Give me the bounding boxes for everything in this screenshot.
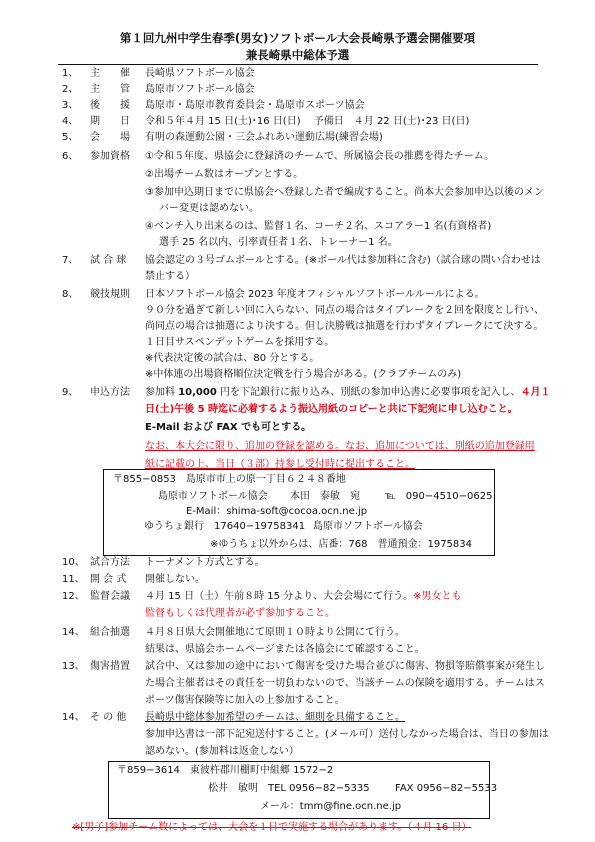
item-14a-line: 結果は、県協会ホームページまたは各協会にて確認すること。 <box>145 644 425 655</box>
box1-tel: ℡ 090−4510−0625 <box>385 491 493 502</box>
item-1-label: 主 催 <box>90 68 130 79</box>
fee-suffix: 円を下記銀行に振り込み、別紙の参加申込書に必要事項を記入し、 <box>216 387 521 398</box>
item-14b-num: 14、 <box>62 712 85 723</box>
box1-bank: ゆうちょ銀行 17640−19758341 <box>144 521 306 532</box>
box1-person: 本田 泰敏 宛 <box>290 491 360 502</box>
item-8-num: 8、 <box>62 289 79 300</box>
deadline-text: 日(土)午後 5 時迄に必着するよう振込用紙のコピーと共に下記宛に申し込むこと。 <box>145 404 518 415</box>
item-5-num: 5、 <box>62 132 79 143</box>
item-9-num: 9、 <box>62 387 79 398</box>
meeting-time: ４月 15 日（土）午前８時 15 分より、大会会場にて行う。 <box>145 591 414 602</box>
item-11-value: 開催しない。 <box>145 574 205 585</box>
item-8-label: 競技規則 <box>90 289 130 300</box>
item-13-line: 試合中、又は参加の途中において傷害を受けた場合並びに傷害、物損等賠償事案が発生し <box>145 661 545 672</box>
item-14a-label: 組合抽選 <box>90 627 130 638</box>
item-3-label: 後 援 <box>90 100 130 111</box>
fee-prefix: 参加料 <box>145 387 179 398</box>
item-14b-label: そ の 他 <box>90 712 127 723</box>
item-3-num: 3、 <box>62 100 79 111</box>
meeting-note: ※男女とも <box>413 591 462 602</box>
item-6-line: ④ベンチ入り出来るのは、監督１名、コーチ２名、スコアラー1 名(有資格者) <box>145 221 492 232</box>
box2-fax: FAX 0956−82−5533 <box>395 783 498 794</box>
item-4-num: 4、 <box>62 116 79 127</box>
item-6-label: 参加資格 <box>90 151 130 162</box>
box2-email: メール：tmm@fine.ocn.ne.jp <box>260 801 402 812</box>
item-9-line-3: E-Mail および FAX でも可とする。 <box>145 422 312 433</box>
box1-email: E-Mail：shima-soft@cocoa.ocn.ne.jp <box>186 506 368 517</box>
item-13-line: ポーツ傷害保険等に加入の上参加すること。 <box>145 695 345 706</box>
item-12-label: 監督会議 <box>90 591 130 602</box>
item-13-num: 13、 <box>62 661 85 672</box>
item-12-line-1 <box>145 590 462 604</box>
document-subtitle: 兼長崎県中総体予選 <box>245 48 350 62</box>
item-2-num: 2、 <box>62 84 79 95</box>
item-5-label: 会 場 <box>90 132 130 143</box>
item-6-line: ②出場チーム数はオープンとする。 <box>145 169 304 180</box>
item-8-line: １日目サスペンデットゲームを採用する。 <box>145 337 335 348</box>
item-11-label: 開 会 式 <box>90 574 127 585</box>
box1-bank-holder: 島原市ソフトボール協会 <box>313 521 423 532</box>
item-7-line: 協会認定の３号ゴムボールとする。(※ボール代は参加料に含む)（試合球の問い合わせは <box>145 255 541 266</box>
item-8-line: ※代表決定後の試合は、80 分とする。 <box>145 353 320 364</box>
item-11-num: 11、 <box>62 574 85 585</box>
box1-other-bank: ※ゆうちょ以外からは、店番：768 普通預金：1975834 <box>210 539 473 550</box>
item-6-line: ①令和５年度、県協会に登録済のチームで、所属協会長の推薦を得たチーム。 <box>145 151 495 162</box>
item-13-label: 傷害措置 <box>90 661 130 672</box>
item-10-num: 10、 <box>62 557 85 568</box>
item-14b-line: 認めない。(参加料は返金しない） <box>145 746 299 757</box>
item-9-line-4: なお、本大会に限り、追加の登録を認める。なお、追加については、別紙の追加登録用 <box>145 441 535 452</box>
item-7-label: 試 合 球 <box>90 255 127 266</box>
item-6-num: 6、 <box>62 151 79 162</box>
item-2-value: 島原市ソフトボール協会 <box>145 84 255 95</box>
item-8-line: 尚同点の場合は抽選により決する。但し決勝戦は抽選を行わずタイブレークにて決する。 <box>145 321 544 332</box>
item-8-line: 日本ソフトボール協会 2023 年度オフィシャルソフトボールルールによる。 <box>145 289 485 300</box>
item-8-line: ９０分を過ぎて新しい回に入らない、同点の場合はタイブレークを２回を限度とし行い、 <box>145 305 545 316</box>
item-12-line-2: 監督もしくは代理者が必ず参加すること。 <box>145 608 335 619</box>
item-14b-line: 長崎県中総体参加希望のチームは、細則を具備すること。 <box>145 712 405 723</box>
item-4-value: 令和５年４月 15 日(土)･16 日(日) 予備日 ４月 22 日(土)･23 日(日) <box>145 116 470 127</box>
fee-amount: 10,000 <box>178 387 217 398</box>
item-1-num: 1、 <box>62 68 79 79</box>
item-14b-line: 参加申込書は一部下記宛送付すること。(メール可）送付しなかった場合は、当日の参加は <box>145 729 549 740</box>
item-5-value: 有明の森運動公園・三会ふれあい運動広場(練習会場) <box>145 132 383 143</box>
item-13-line: た場合主催者はその責任を一切負わないので、当該チームの保険を適用する。チームはス <box>145 678 545 689</box>
item-2-label: 主 管 <box>90 84 130 95</box>
item-12-num: 12、 <box>62 591 85 602</box>
item-9-line-5: 紙に記載の上、当日（３部）持参し受付時に提出すること。 <box>145 459 415 470</box>
box2-name-tel: 松井 敏明 TEL 0956−82−5335 <box>208 783 370 794</box>
item-8-line: ※中体連の出場資格順位決定戦を行う場合がある。(クラブチームのみ) <box>145 369 462 380</box>
item-7-line: 禁止する） <box>145 271 195 282</box>
footer-note: ※[男子]参加チーム数によっては、大会を１日で実施する場合があります。（４月 16 日） <box>72 822 472 833</box>
item-9-line-1 <box>145 386 551 400</box>
deadline-start: ４月１ <box>520 387 551 398</box>
item-6-line: バー変更は認めない。 <box>159 203 259 214</box>
item-14a-num: 14、 <box>62 627 85 638</box>
document-title: 第１回九州中学生春季(男女)ソフトボール大会長崎県予選会開催要項 <box>119 31 476 45</box>
item-10-value: トーナメント方式とする。 <box>145 557 265 568</box>
item-10-label: 試合方法 <box>90 557 130 568</box>
item-14a-line: ４月８日県大会開催地にて原則１０時より公開にて行う。 <box>145 627 405 638</box>
item-6-line: 選手 25 名以内、引率責任者１名、トレーナー1 名。 <box>159 237 398 248</box>
box1-org: 島原市ソフトボール協会 <box>158 491 268 502</box>
box1-address: 〒855−0853 島原市市上の原一丁目６２４８番地 <box>113 474 346 485</box>
item-3-value: 島原市・島原市教育委員会・島原市スポーツ協会 <box>145 100 365 111</box>
item-4-label: 期 日 <box>90 116 130 127</box>
item-9-label: 申込方法 <box>90 387 130 398</box>
title-rule <box>58 64 538 65</box>
item-1-value: 長崎県ソフトボール協会 <box>145 68 255 79</box>
item-7-num: 7、 <box>62 255 79 266</box>
item-9-line-2 <box>145 403 518 417</box>
item-6-line: ③参加申込期日までに県協会へ登録した者で編成すること。尚本大会参加申込以後のメン <box>145 187 544 198</box>
box2-address: 〒859−3614 東彼杵郡川棚町中組郷 1572−2 <box>117 765 334 776</box>
